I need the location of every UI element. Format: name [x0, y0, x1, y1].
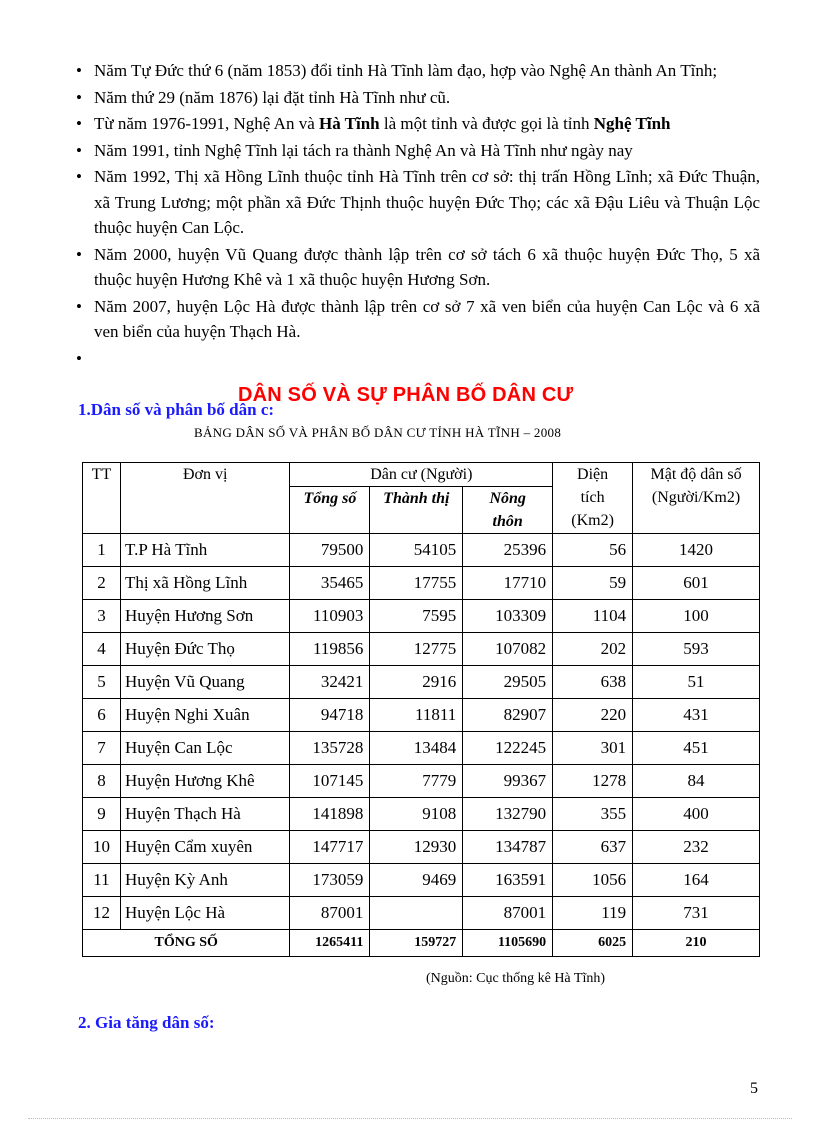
cell-urban: 7779 [370, 765, 463, 798]
cell-area: 1056 [553, 864, 633, 897]
cell-total: 79500 [290, 534, 370, 567]
cell-tt: 1 [83, 534, 121, 567]
total-urban: 159727 [370, 930, 463, 957]
table-row [83, 897, 760, 930]
cell-total: 110903 [290, 600, 370, 633]
cell-urban: 12775 [370, 633, 463, 666]
table-row [83, 864, 760, 897]
bullet-item: • Năm 1991, tỉnh Nghệ Tĩnh lại tách ra thành Nghệ An và Hà Tĩnh như ngày nay [78, 138, 760, 164]
cell-total: 107145 [290, 765, 370, 798]
cell-area: 638 [553, 666, 633, 699]
table-row [83, 600, 760, 633]
cell-unit: Huyện Cẩm xuyên [120, 831, 290, 864]
cell-area: 1104 [553, 600, 633, 633]
cell-urban: 13484 [370, 732, 463, 765]
cell-total: 119856 [290, 633, 370, 666]
cell-density: 232 [633, 831, 760, 864]
cell-area: 202 [553, 633, 633, 666]
total-label: TỔNG SỐ [83, 930, 290, 957]
history-bullet-list [78, 58, 760, 369]
cell-total: 94718 [290, 699, 370, 732]
table-row [83, 798, 760, 831]
bullet-item: • Năm 1992, Thị xã Hồng Lĩnh thuộc tỉnh Hà Tĩnh trên cơ sở: thị trấn Hồng Lĩnh; xã Đức Thuận, xã Trung Lương; một phần xã Đức Thịnh thuộc huyện Đức Thọ; các xã Đậu Liêu và Thuận Lộc thuộc huyện Can Lộc. [78, 164, 760, 241]
header-area: Diện tích (Km2) [553, 463, 633, 534]
cell-area: 59 [553, 567, 633, 600]
banner-title: DÂN SỐ VÀ SỰ PHÂN BỐ DÂN CƯ [238, 384, 574, 406]
header-urban: Thành thị [370, 487, 463, 534]
cell-total: 87001 [290, 897, 370, 930]
cell-density: 451 [633, 732, 760, 765]
cell-unit: Huyện Vũ Quang [120, 666, 290, 699]
cell-unit: Thị xã Hồng Lĩnh [120, 567, 290, 600]
cell-rural: 17710 [463, 567, 553, 600]
cell-density: 51 [633, 666, 760, 699]
cell-tt: 9 [83, 798, 121, 831]
cell-area: 56 [553, 534, 633, 567]
bullet-item: • Năm Tự Đức thứ 6 (năm 1853) đổi tỉnh Hà Tĩnh làm đạo, hợp vào Nghệ An thành An Tĩnh; [78, 58, 760, 84]
cell-unit: Huyện Hương Khê [120, 765, 290, 798]
table-row [83, 831, 760, 864]
total-density: 210 [633, 930, 760, 957]
cell-urban: 17755 [370, 567, 463, 600]
cell-rural: 134787 [463, 831, 553, 864]
table-caption: BẢNG DÂN SỐ VÀ PHÂN BỐ DÂN CƯ TỈNH HÀ TĨNH – 2008 [194, 425, 562, 440]
cell-urban: 12930 [370, 831, 463, 864]
cell-rural: 163591 [463, 864, 553, 897]
header-rural: Nông thôn [463, 487, 553, 534]
total-rural: 1105690 [463, 930, 553, 957]
section-heading-1: 1.Dân số và phân bố dân c: [78, 400, 275, 419]
cell-unit: Huyện Hương Sơn [120, 600, 290, 633]
cell-urban: 9469 [370, 864, 463, 897]
cell-total: 32421 [290, 666, 370, 699]
bullet-bold-text: Hà Tĩnh [318, 114, 380, 133]
cell-tt: 2 [83, 567, 121, 600]
page-number: 5 [750, 1080, 758, 1097]
cell-total: 147717 [290, 831, 370, 864]
cell-tt: 12 [83, 897, 121, 930]
cell-tt: 5 [83, 666, 121, 699]
cell-urban: 11811 [370, 699, 463, 732]
cell-unit: Huyện Nghi Xuân [120, 699, 290, 732]
empty-bullet [78, 346, 760, 368]
cell-tt: 11 [83, 864, 121, 897]
cell-area: 220 [553, 699, 633, 732]
bullet-item: • Năm 2000, huyện Vũ Quang được thành lập trên cơ sở tách 6 xã thuộc huyện Đức Thọ, 5 xã thuộc huyện Hương Khê và 1 xã thuộc huyện Hương Sơn. [78, 242, 760, 293]
header-population: Dân cư (Người) [290, 463, 553, 487]
cell-rural: 87001 [463, 897, 553, 930]
cell-unit: Huyện Đức Thọ [120, 633, 290, 666]
cell-tt: 8 [83, 765, 121, 798]
table-row [83, 666, 760, 699]
cell-area: 1278 [553, 765, 633, 798]
cell-area: 119 [553, 897, 633, 930]
cell-tt: 6 [83, 699, 121, 732]
cell-urban: 54105 [370, 534, 463, 567]
table-row [83, 534, 760, 567]
cell-rural: 107082 [463, 633, 553, 666]
bullet-item: • Năm thứ 29 (năm 1876) lại đặt tỉnh Hà Tĩnh như cũ. [78, 85, 760, 111]
cell-urban: 7595 [370, 600, 463, 633]
total-area: 6025 [553, 930, 633, 957]
bullet-item: • Năm 2007, huyện Lộc Hà được thành lập trên cơ sở 7 xã ven biển của huyện Can Lộc và 6 xã ven biển của huyện Thạch Hà. [78, 294, 760, 345]
cell-density: 731 [633, 897, 760, 930]
bullet-item [78, 111, 760, 137]
cell-unit: Huyện Kỳ Anh [120, 864, 290, 897]
cell-urban [370, 897, 463, 930]
cell-density: 84 [633, 765, 760, 798]
cell-density: 431 [633, 699, 760, 732]
cell-density: 601 [633, 567, 760, 600]
cell-rural: 122245 [463, 732, 553, 765]
cell-rural: 25396 [463, 534, 553, 567]
table-row [83, 765, 760, 798]
cell-density: 100 [633, 600, 760, 633]
cell-urban: 2916 [370, 666, 463, 699]
total-population: 1265411 [290, 930, 370, 957]
cell-urban: 9108 [370, 798, 463, 831]
table-row [83, 699, 760, 732]
cell-tt: 3 [83, 600, 121, 633]
bullet-bold-text: Nghệ Tĩnh [593, 114, 671, 133]
cell-tt: 7 [83, 732, 121, 765]
cell-total: 135728 [290, 732, 370, 765]
table-row [83, 567, 760, 600]
cell-tt: 10 [83, 831, 121, 864]
cell-area: 637 [553, 831, 633, 864]
cell-unit: T.P Hà Tĩnh [120, 534, 290, 567]
bullet-text: Từ năm 1976-1991, Nghệ An và [94, 114, 319, 133]
table-row [83, 732, 760, 765]
cell-total: 173059 [290, 864, 370, 897]
header-total: Tổng số [290, 487, 370, 534]
cell-density: 400 [633, 798, 760, 831]
population-table [82, 462, 760, 957]
cell-rural: 132790 [463, 798, 553, 831]
cell-density: 1420 [633, 534, 760, 567]
cell-density: 593 [633, 633, 760, 666]
source-note: (Nguồn: Cục thống kê Hà Tĩnh) [426, 971, 605, 986]
cell-rural: 29505 [463, 666, 553, 699]
cell-unit: Huyện Thạch Hà [120, 798, 290, 831]
header-density: Mật độ dân số (Người/Km2) [633, 463, 760, 534]
cell-area: 301 [553, 732, 633, 765]
cell-unit: Huyện Can Lộc [120, 732, 290, 765]
cell-rural: 82907 [463, 699, 553, 732]
cell-density: 164 [633, 864, 760, 897]
cell-tt: 4 [83, 633, 121, 666]
cell-total: 141898 [290, 798, 370, 831]
bullet-text: là một tỉnh và được gọi là tỉnh [379, 114, 594, 133]
cell-rural: 103309 [463, 600, 553, 633]
cell-total: 35465 [290, 567, 370, 600]
table-row [83, 633, 760, 666]
section-heading-2: 2. Gia tăng dân số: [78, 1013, 215, 1032]
cell-area: 355 [553, 798, 633, 831]
header-tt: TT [83, 463, 121, 534]
cell-rural: 99367 [463, 765, 553, 798]
footer-divider [28, 1118, 792, 1119]
cell-unit: Huyện Lộc Hà [120, 897, 290, 930]
header-unit: Đơn vị [120, 463, 290, 534]
